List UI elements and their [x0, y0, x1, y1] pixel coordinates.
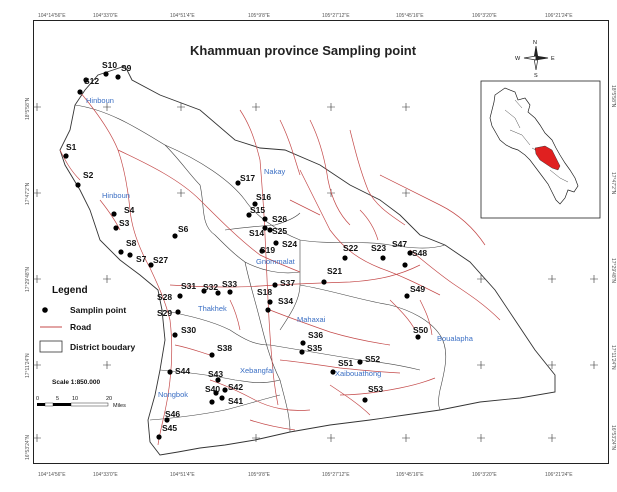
point-label: S40 — [205, 384, 221, 394]
district-label: Xebangfai — [240, 366, 274, 375]
sampling-point-marker[interactable] — [415, 334, 420, 339]
coord-label: 104°51'4"E — [170, 472, 195, 478]
sampling-point-marker[interactable] — [177, 293, 182, 298]
scale-tick: 20 — [106, 396, 113, 402]
sampling-point-marker[interactable] — [63, 153, 68, 158]
district-label: Mahaxai — [297, 315, 326, 324]
point-label: S32 — [203, 282, 219, 292]
point-label: S43 — [208, 369, 224, 379]
point-label: S9 — [121, 63, 132, 73]
coord-label: 106°3'20"E — [472, 13, 497, 19]
inset-locator-map — [481, 81, 600, 218]
district-label: Hinboun — [102, 191, 130, 200]
sampling-point-marker[interactable] — [357, 359, 362, 364]
sampling-point-marker[interactable] — [77, 89, 82, 94]
sampling-point-marker[interactable] — [321, 279, 326, 284]
coord-label: 105°27'12"E — [322, 472, 350, 478]
point-label: S31 — [181, 281, 197, 291]
scale-unit: Miles — [113, 403, 126, 409]
sampling-point-marker[interactable] — [227, 289, 232, 294]
point-label: S27 — [153, 255, 169, 265]
sampling-point-marker[interactable] — [111, 211, 116, 216]
point-label: S18 — [257, 287, 273, 297]
point-label: S24 — [282, 239, 298, 249]
point-label: S1 — [66, 142, 77, 152]
sampling-point-marker[interactable] — [175, 309, 180, 314]
coord-label: 104°33'0"E — [93, 472, 118, 478]
sampling-point-marker[interactable] — [209, 399, 214, 404]
sampling-point-marker[interactable] — [262, 216, 267, 221]
point-label: S6 — [178, 224, 189, 234]
sampling-point-marker[interactable] — [222, 387, 227, 392]
sampling-point-marker[interactable] — [404, 293, 409, 298]
coord-label: 106°21'24"E — [545, 472, 573, 478]
bottom-coordinate-labels — [38, 472, 573, 478]
point-label: S4 — [124, 205, 135, 215]
coord-label: 105°9'8"E — [248, 13, 270, 19]
sampling-point-marker[interactable] — [267, 299, 272, 304]
scale-tick: 5 — [56, 396, 60, 402]
coord-label: 17°47'2"N — [25, 182, 31, 205]
scale-tick: 10 — [72, 396, 79, 402]
legend-item-boundary: District boudary — [70, 342, 136, 352]
right-coordinate-labels — [610, 85, 616, 450]
coord-label: 17°11'24"N — [25, 353, 31, 378]
coord-label: 104°14'56"E — [38, 472, 66, 478]
point-label: S28 — [157, 292, 173, 302]
point-label: S37 — [280, 278, 296, 288]
coord-label: 16°53'24"N — [25, 434, 31, 460]
south-label: S — [534, 73, 538, 79]
point-label: S12 — [84, 76, 100, 86]
legend-title: Legend — [52, 285, 88, 296]
district-label: Boualapha — [437, 334, 473, 343]
point-label: S51 — [338, 358, 354, 368]
coord-label: 105°9'8"E — [248, 472, 270, 478]
point-label: S10 — [102, 60, 118, 70]
point-label: S48 — [412, 248, 428, 258]
point-label: S38 — [217, 343, 233, 353]
point-label: S21 — [327, 266, 343, 276]
left-coordinate-labels — [25, 97, 31, 460]
coord-label: 17°29'48"N — [25, 266, 31, 292]
west-label: W — [515, 56, 521, 62]
district-label: Thakhek — [198, 304, 227, 313]
point-label: S22 — [343, 243, 359, 253]
sampling-point-marker[interactable] — [156, 434, 161, 439]
legend-item-point: Samplin point — [70, 305, 127, 315]
point-label: S35 — [307, 343, 323, 353]
point-label: S53 — [368, 384, 384, 394]
point-label: S30 — [181, 325, 197, 335]
point-label: S44 — [175, 366, 191, 376]
sampling-point-marker[interactable] — [113, 225, 118, 230]
point-label: S16 — [256, 192, 272, 202]
coord-label: 105°45'16"E — [396, 472, 424, 478]
north-arrow-icon — [515, 40, 555, 79]
legend — [40, 285, 135, 352]
legend-boundary-symbol — [40, 341, 62, 352]
sampling-point-marker[interactable] — [402, 262, 407, 267]
point-label: S23 — [371, 243, 387, 253]
coord-label: 17°29'48"N — [610, 258, 616, 284]
legend-point-symbol — [42, 307, 48, 313]
coord-label: 104°14'56"E — [38, 13, 66, 19]
point-label: S49 — [410, 284, 426, 294]
point-label: S7 — [136, 254, 147, 264]
map-title: Khammuan province Sampling point — [190, 43, 417, 58]
point-label: S52 — [365, 354, 381, 364]
point-label: S50 — [413, 325, 429, 335]
point-label: S36 — [308, 330, 324, 340]
point-label: S25 — [272, 226, 288, 236]
point-label: S47 — [392, 239, 408, 249]
sampling-point-marker[interactable] — [172, 332, 177, 337]
sampling-point-marker[interactable] — [299, 349, 304, 354]
sampling-point-marker[interactable] — [172, 233, 177, 238]
point-label: S46 — [165, 409, 181, 419]
point-label: S34 — [278, 296, 294, 306]
point-label: S15 — [250, 205, 266, 215]
coord-label: 106°21'24"E — [545, 13, 573, 19]
sampling-point-marker[interactable] — [380, 255, 385, 260]
coord-label: 105°45'16"E — [396, 13, 424, 19]
sampling-point-marker[interactable] — [219, 395, 224, 400]
legend-item-road: Road — [70, 322, 92, 332]
coord-label: 104°51'4"E — [170, 13, 195, 19]
district-label: Hinboun — [86, 96, 114, 105]
sampling-point-marker[interactable] — [362, 397, 367, 402]
sampling-point-marker[interactable] — [75, 182, 80, 187]
point-label: S29 — [157, 308, 173, 318]
coord-label: 104°33'0"E — [93, 13, 118, 19]
point-label: S41 — [228, 396, 244, 406]
coord-label: 105°27'12"E — [322, 13, 350, 19]
sampling-point-marker[interactable] — [115, 74, 120, 79]
roads — [60, 92, 500, 445]
point-label: S45 — [162, 423, 178, 433]
scale-tick: 0 — [36, 396, 40, 402]
sampling-point-marker[interactable] — [272, 282, 277, 287]
sampling-point-marker[interactable] — [118, 249, 123, 254]
scale-text: Scale 1:850.000 — [52, 379, 101, 386]
district-label: Nongbok — [158, 390, 189, 399]
point-label: S19 — [260, 245, 276, 255]
sampling-point-marker[interactable] — [167, 369, 172, 374]
coord-label: 18°5'58"N — [610, 85, 616, 108]
point-label: S8 — [126, 238, 137, 248]
coord-label: 18°5'58"N — [25, 97, 31, 120]
sampling-point-marker[interactable] — [265, 307, 270, 312]
point-label: S33 — [222, 279, 238, 289]
district-label: Xaibouathong — [335, 369, 382, 378]
coord-label: 106°3'20"E — [472, 472, 497, 478]
north-label: N — [533, 40, 537, 46]
point-label: S42 — [228, 382, 244, 392]
point-label: S2 — [83, 170, 94, 180]
sampling-point-marker[interactable] — [300, 340, 305, 345]
east-label: E — [551, 56, 555, 62]
point-label: S26 — [272, 214, 288, 224]
point-label: S14 — [249, 228, 265, 238]
scale-bar — [36, 379, 126, 409]
district-label: Nakay — [264, 167, 286, 176]
sampling-point-marker[interactable] — [209, 352, 214, 357]
district-label: Gnommalat — [256, 257, 295, 266]
coord-label: 16°53'24"N — [610, 425, 616, 451]
coord-label: 17°11'24"N — [610, 345, 616, 370]
sampling-point-marker[interactable] — [103, 71, 108, 76]
point-label: S3 — [119, 218, 130, 228]
point-label: S17 — [240, 173, 256, 183]
top-coordinate-labels — [38, 13, 573, 19]
coord-label: 17°47'2"N — [610, 172, 616, 195]
sampling-point-marker[interactable] — [342, 255, 347, 260]
sampling-point-marker[interactable] — [127, 252, 132, 257]
